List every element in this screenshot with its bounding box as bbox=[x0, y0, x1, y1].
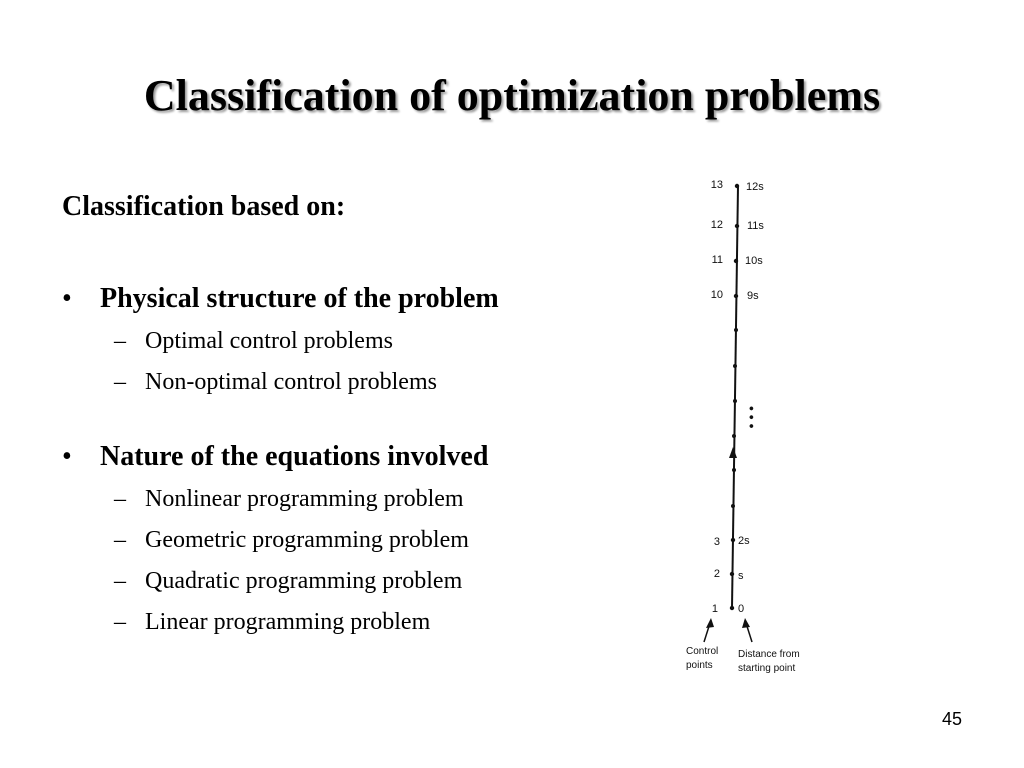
bullet-physical-structure bbox=[62, 279, 682, 319]
control-point-12: 12 bbox=[710, 219, 723, 231]
point-11-dot bbox=[734, 259, 738, 263]
slide-content bbox=[62, 185, 682, 677]
point-10-dot bbox=[734, 294, 738, 298]
ellipsis-dots: • • • bbox=[744, 406, 760, 429]
bullet-nature-of-equations bbox=[62, 437, 682, 477]
list-item-label: Linear programming problem bbox=[145, 609, 431, 635]
control-point-1: 1 bbox=[711, 603, 718, 615]
page-number: 45 bbox=[941, 709, 962, 729]
point-1-dot bbox=[730, 606, 734, 610]
dash-icon: – bbox=[114, 609, 126, 635]
distance-11s: 11s bbox=[747, 220, 764, 232]
distance-s: s bbox=[738, 570, 744, 582]
list-item-non-optimal-control bbox=[62, 362, 682, 403]
distance-0: 0 bbox=[738, 603, 745, 615]
control-point-11: 11 bbox=[711, 254, 723, 266]
slide-title: Classification of optimization problems bbox=[143, 71, 881, 120]
control-point-10: 10 bbox=[710, 289, 723, 301]
distance-pointer-arrow-icon bbox=[742, 618, 750, 628]
list-item-label: Optimal control problems bbox=[145, 328, 393, 354]
control-pointer-arrow-icon bbox=[706, 618, 714, 628]
distance-caption-line-2: starting point bbox=[738, 663, 796, 674]
distance-caption-line-1: Distance from bbox=[738, 649, 800, 660]
arrow-up-icon bbox=[729, 447, 737, 458]
control-caption-line-2: points bbox=[686, 660, 713, 671]
intermediate-dot bbox=[732, 468, 736, 472]
control-point-2: 2 bbox=[713, 568, 720, 580]
control-caption-line-1: Control bbox=[686, 646, 719, 657]
intermediate-dot bbox=[734, 328, 738, 332]
classification-intro: Classification based on: bbox=[62, 191, 346, 222]
control-points-svg bbox=[668, 168, 840, 688]
dash-icon: – bbox=[114, 486, 126, 512]
list-item-label: Non-optimal control problems bbox=[145, 369, 437, 395]
bullet-label: Nature of the equations involved bbox=[100, 441, 489, 472]
control-point-3: 3 bbox=[713, 536, 720, 548]
dash-icon: – bbox=[114, 527, 126, 553]
list-item-label: Nonlinear programming problem bbox=[145, 486, 464, 512]
bullet-section-physical-structure bbox=[62, 279, 682, 403]
intermediate-dot bbox=[733, 364, 737, 368]
point-12-dot bbox=[735, 224, 739, 228]
dash-icon: – bbox=[114, 328, 126, 354]
list-item-linear-programming bbox=[62, 602, 682, 643]
point-3-dot bbox=[731, 538, 735, 542]
list-item-label: Quadratic programming problem bbox=[145, 568, 463, 594]
intermediate-dot bbox=[733, 399, 737, 403]
list-item-optimal-control bbox=[62, 321, 682, 362]
distance-9s: 9s bbox=[747, 290, 759, 302]
dash-icon: – bbox=[114, 369, 126, 395]
list-item-quadratic-programming bbox=[62, 561, 682, 602]
point-2-dot bbox=[730, 572, 734, 576]
bullet-dot-icon: • bbox=[62, 283, 72, 314]
bullet-section-nature-of-equations bbox=[62, 437, 682, 643]
dash-icon: – bbox=[114, 568, 126, 594]
physical-structure-list bbox=[62, 321, 682, 403]
distance-12s: 12s bbox=[746, 181, 764, 193]
bullet-dot-icon: • bbox=[62, 441, 72, 472]
control-point-13: 13 bbox=[710, 179, 723, 191]
list-item-geometric-programming bbox=[62, 520, 682, 561]
nature-of-equations-list bbox=[62, 479, 682, 643]
control-points-diagram bbox=[668, 168, 840, 688]
intermediate-dot bbox=[732, 434, 736, 438]
distance-2s: 2s bbox=[738, 535, 750, 547]
point-13-dot bbox=[735, 184, 739, 188]
list-item-label: Geometric programming problem bbox=[145, 527, 469, 553]
intermediate-dot bbox=[731, 504, 735, 508]
bullet-label: Physical structure of the problem bbox=[100, 283, 499, 314]
list-item-nonlinear-programming bbox=[62, 479, 682, 520]
distance-10s: 10s bbox=[745, 255, 763, 267]
